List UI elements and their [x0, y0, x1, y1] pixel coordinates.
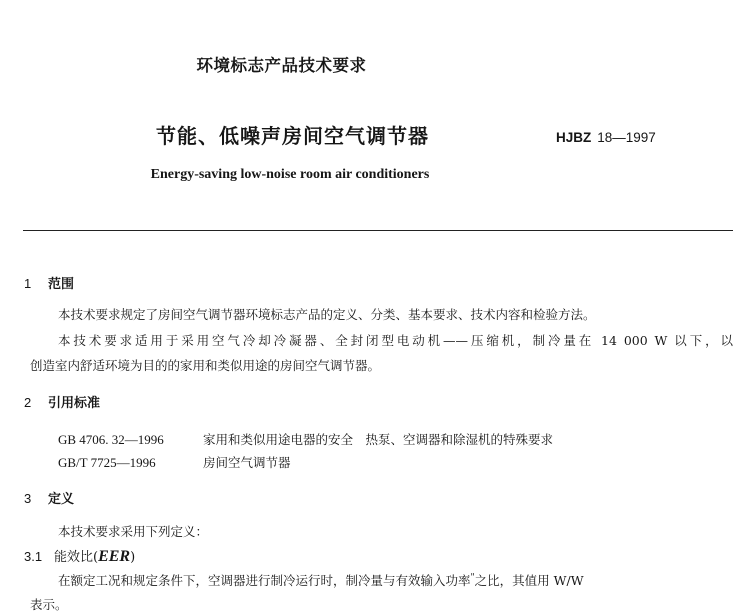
section-1-heading: [24, 273, 74, 292]
standard-code: [556, 130, 656, 145]
clause-term-end: ): [130, 550, 136, 565]
clause-3-1-line-2: 表示。: [30, 597, 68, 612]
reference-title: 房间空气调节器: [203, 455, 291, 470]
reference-item: [58, 452, 291, 471]
clause-text-tail: 之比，其值用 W/W: [474, 573, 584, 588]
section-title: 范围: [48, 277, 75, 292]
clause-text: 在额定工况和规定条件下，空调器进行制冷运行时，制冷量与有效输入功率: [58, 573, 471, 588]
clause-3-1-line-1: [58, 571, 584, 589]
reference-code: GB 4706. 32—1996: [58, 432, 164, 447]
section-3-heading: [24, 488, 74, 507]
scope-paragraph-1: 本技术要求规定了房间空气调节器环境标志产品的定义、分类、基本要求、技术内容和检验方法。: [58, 307, 596, 322]
standard-code-number: 18—1997: [597, 130, 656, 145]
footnote-mark: ": [470, 572, 475, 583]
header-divider: [23, 230, 733, 231]
section-number: 3: [24, 491, 32, 506]
series-title: 环境标志产品技术要求: [196, 56, 367, 75]
clause-3-1: [24, 546, 135, 566]
reference-item: [58, 429, 553, 448]
section-title: 定义: [48, 492, 75, 507]
scope-paragraph-2-line-1: 本技术要求适用于采用空气冷却冷凝器、全封闭型电动机——压缩机，制冷量在 14 000 W 以下，以: [58, 333, 733, 348]
english-title: Energy-saving low-noise room air conditioners: [150, 167, 430, 182]
section-2-heading: [24, 392, 100, 411]
definitions-intro: 本技术要求采用下列定义：: [58, 524, 209, 539]
main-title: 节能、低噪声房间空气调节器: [156, 124, 429, 148]
clause-term: 能效比(: [54, 550, 99, 565]
reference-code: GB/T 7725—1996: [58, 455, 156, 470]
clause-number: 3.1: [24, 549, 43, 564]
standard-code-prefix: HJBZ: [556, 130, 592, 145]
section-title: 引用标准: [48, 396, 101, 411]
scope-paragraph-2-line-2: 创造室内舒适环境为目的的家用和类似用途的房间空气调节器。: [30, 358, 381, 373]
section-number: 1: [24, 276, 32, 291]
clause-abbreviation: EER: [98, 548, 131, 565]
reference-title: 家用和类似用途电器的安全 热泵、空调器和除湿机的特殊要求: [203, 432, 554, 447]
section-number: 2: [24, 395, 32, 410]
